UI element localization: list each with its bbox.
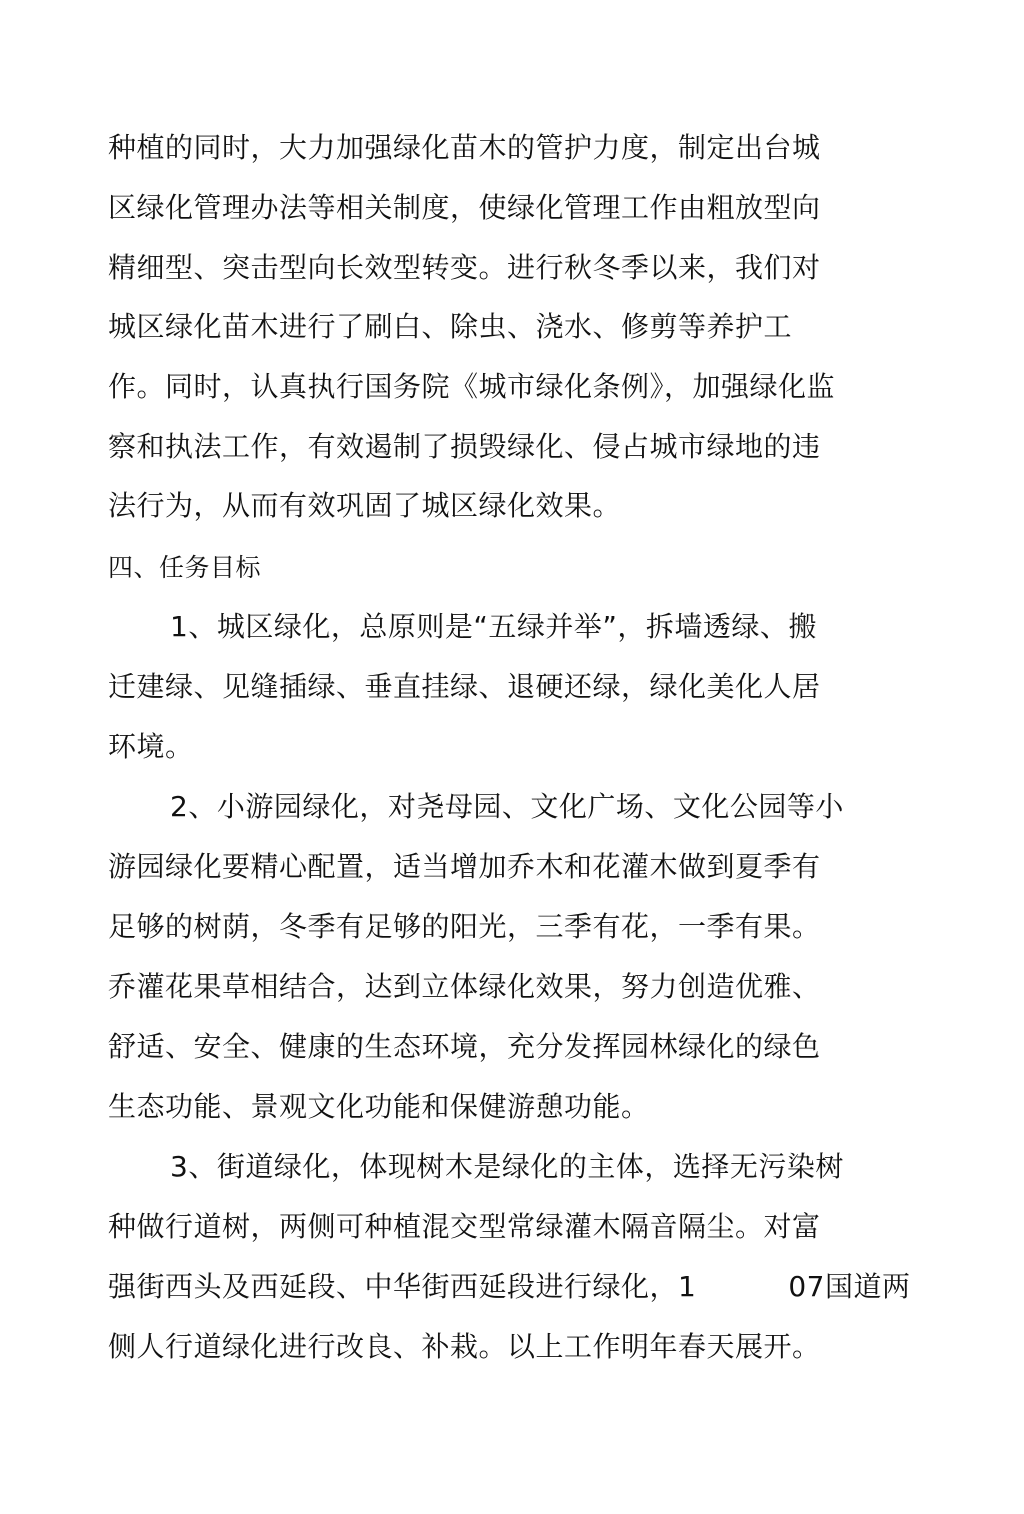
paragraph-line: 种做行道树，两侧可种植混交型常绿灌木隔音隔尘。对富 (108, 1210, 821, 1243)
paragraph-line: 足够的树荫，冬季有足够的阳光，三季有花，一季有果。 (108, 910, 821, 943)
paragraph-line: 1、城区绿化，总原则是“五绿并举”，拆墙透绿、搬 (170, 610, 817, 643)
paragraph-line: 游园绿化要精心配置，适当增加乔木和花灌木做到夏季有 (108, 850, 821, 883)
paragraph-line: 3、街道绿化，体现树木是绿化的主体，选择无污染树 (170, 1150, 844, 1183)
paragraph-line: 种植的同时，大力加强绿化苗木的管护力度，制定出台城 (108, 131, 821, 164)
section-heading: 四、任务目标 (108, 553, 262, 582)
paragraph-line: 生态功能、景观文化功能和保健游憩功能。 (108, 1090, 650, 1123)
paragraph-line: 精细型、突击型向长效型转变。进行秋冬季以来，我们对 (108, 251, 821, 284)
paragraph-line: 侧人行道绿化进行改良、补栽。以上工作明年春天展开。 (108, 1330, 821, 1363)
paragraph-line-part: 强街西头及西延段、中华街西延段进行绿化，1 (108, 1270, 697, 1303)
paragraph-line: 2、小游园绿化，对尧母园、文化广场、文化公园等小 (170, 790, 844, 823)
paragraph-line: 环境。 (108, 730, 194, 763)
paragraph-line: 城区绿化苗木进行了刷白、除虫、浇水、修剪等养护工 (108, 310, 793, 343)
paragraph-line-part: 07国道两 (788, 1270, 911, 1303)
paragraph-line: 法行为，从而有效巩固了城区绿化效果。 (108, 489, 622, 522)
paragraph-line: 作。同时，认真执行国务院《城市绿化条例》，加强绿化监 (108, 370, 836, 403)
paragraph-line: 区绿化管理办法等相关制度，使绿化管理工作由粗放型向 (108, 191, 821, 224)
paragraph-line: 察和执法工作，有效遏制了损毁绿化、侵占城市绿地的违 (108, 430, 821, 463)
paragraph-line: 乔灌花果草相结合，达到立体绿化效果，努力创造优雅、 (108, 970, 821, 1003)
paragraph-line: 舒适、安全、健康的生态环境，充分发挥园林绿化的绿色 (108, 1030, 821, 1063)
paragraph-line (108, 1267, 910, 1307)
paragraph-line: 迁建绿、见缝插绿、垂直挂绿、退硬还绿，绿化美化人居 (108, 670, 821, 703)
